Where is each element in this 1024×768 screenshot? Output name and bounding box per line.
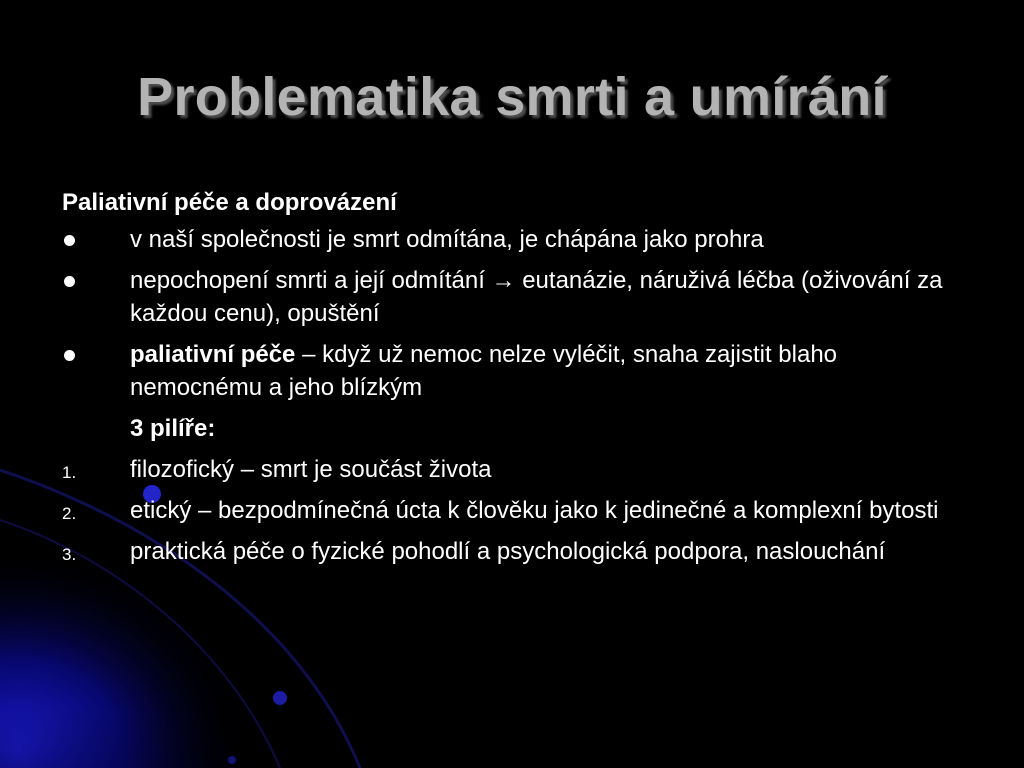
bullet-dot-icon [64,350,75,361]
numbered-text: praktická péče o fyzické pohodlí a psychologická podpora, naslouchání [130,538,886,565]
bullet-text: – když už nemoc nelze vyléčit, snaha zajistit blaho nemocnému a jeho blízkým [130,341,838,401]
bullet-item [62,338,962,404]
slide-title: Problematika smrti a umírání [137,67,887,127]
subheading [62,412,962,445]
numbered-item [62,535,962,568]
subheading-text: 3 pilíře: [130,415,216,442]
numbered-item [62,453,962,486]
deco-circle-2 [273,691,287,705]
bullet-item [62,223,962,256]
slide-content [62,186,962,576]
section-heading: Paliativní péče a doprovázení [62,189,397,216]
bullet-item [62,264,962,330]
number-marker: 2. [62,504,77,523]
numbered-text: filozofický – smrt je součást života [130,456,492,483]
bullet-dot-icon [64,276,75,287]
bullet-text: v naší společnosti je smrt odmítána, je chápána jako prohra [130,226,764,253]
numbered-item [62,494,962,527]
numbered-text: etický – bezpodmínečná úcta k člověku jako k jedinečné a komplexní bytosti [130,497,939,524]
number-marker: 3. [62,545,77,564]
bullet-dot-icon [64,235,75,246]
bullet-text: nepochopení smrti a její odmítání → eutanázie, náruživá léčba (oživování za každou cenu), opuštění [130,267,943,327]
bullet-bold-term: paliativní péče [130,341,296,368]
number-marker: 1. [62,463,77,482]
